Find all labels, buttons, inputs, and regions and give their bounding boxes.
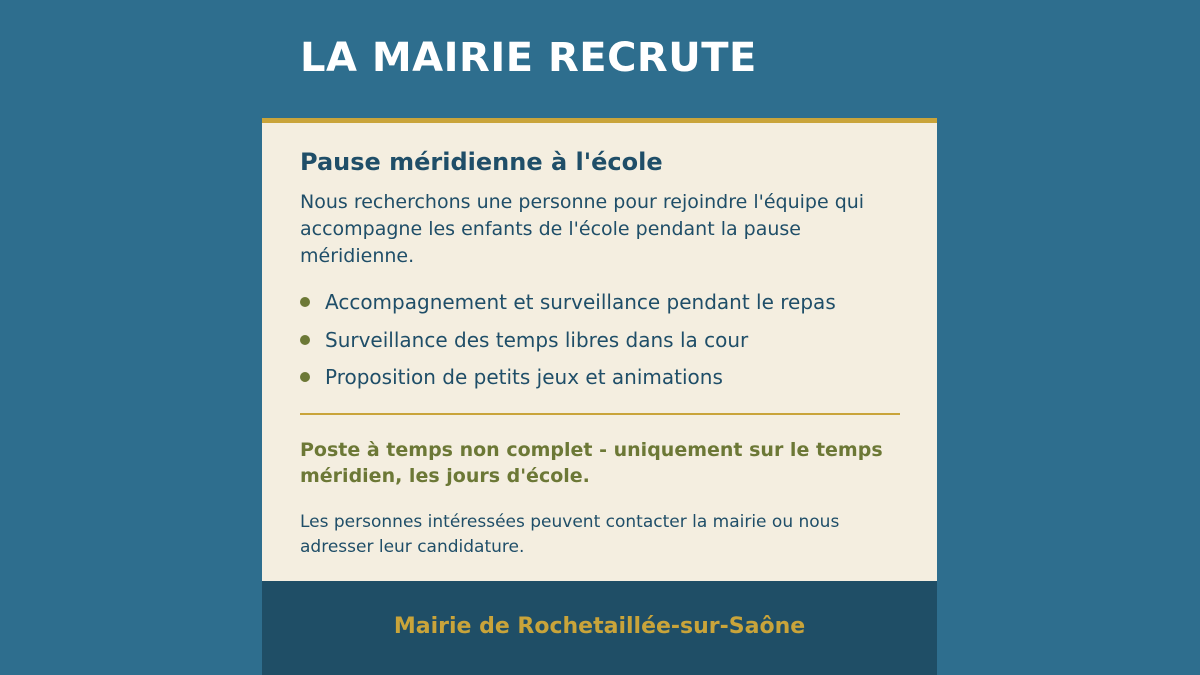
list-item: [300, 362, 900, 400]
bullet-icon: [300, 335, 310, 345]
footer-banner: [262, 581, 937, 675]
job-offer-card: [262, 118, 937, 581]
divider: [300, 413, 900, 415]
bullet-icon: [300, 297, 310, 307]
intro-text: Nous recherchons une personne pour rejoindre l'équipe qui accompagne les enfants de l'école pendant la pause méridienne.: [300, 191, 865, 267]
section-heading: Pause méridienne à l'école: [300, 148, 663, 176]
bullet-icon: [300, 372, 310, 382]
list-item: [300, 287, 900, 325]
footer-text: Mairie de Rochetaillée-sur-Saône: [393, 613, 806, 639]
list-item-label: Surveillance des temps libres dans la cour: [325, 327, 749, 352]
list-item-label: Accompagnement et surveillance pendant le repas: [325, 290, 836, 314]
duty-list: [300, 287, 900, 400]
page-title: LA MAIRIE RECRUTE: [300, 35, 757, 81]
position-note: Poste à temps non complet - uniquement sur le temps méridien, les jours d'école.: [300, 439, 883, 487]
list-item: [300, 325, 900, 363]
list-item-label: Proposition de petits jeux et animations: [325, 365, 723, 389]
contact-text: Les personnes intéressées peuvent contacter la mairie ou nous adresser leur candidature.: [300, 512, 840, 557]
